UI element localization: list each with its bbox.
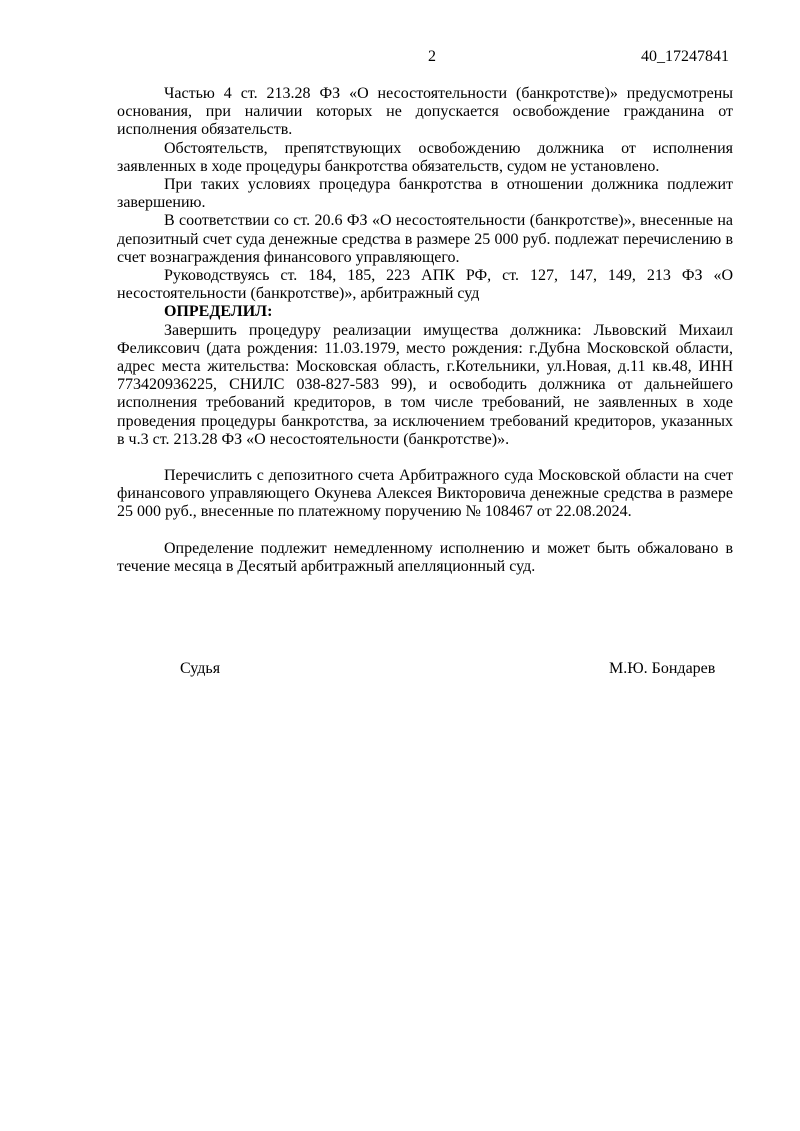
ruling-heading: ОПРЕДЕЛИЛ: (164, 303, 273, 321)
paragraph: При таких условиях процедура банкротства в отношении должника подлежит завершению. (117, 176, 733, 212)
paragraph-gap (117, 449, 733, 467)
paragraph-gap (117, 522, 733, 540)
page-number: 2 (428, 48, 436, 65)
signature-name: М.Ю. Бондарев (609, 660, 716, 677)
document-body (117, 85, 733, 576)
paragraph: Руководствуясь ст. 184, 185, 223 АПК РФ, ст. 127, 147, 149, 213 ФЗ «О несостоятельности (банкротстве)», арбитражный суд (117, 267, 733, 303)
paragraph: В соответствии со ст. 20.6 ФЗ «О несостоятельности (банкротстве)», внесенные на депозитный счет суда денежные средства в размере 25 000 руб. подлежат перечислению в счет вознаграждения финансового управляющего. (117, 212, 733, 266)
paragraph: Определение подлежит немедленному исполнению и может быть обжаловано в течение месяца в Десятый арбитражный апелляционный суд. (117, 539, 733, 575)
signature-role: Судья (180, 660, 221, 677)
document-id: 40_17247841 (641, 48, 729, 65)
paragraph: Завершить процедуру реализации имущества должника: Львовский Михаил Феликсович (дата рождения: 11.03.1979, место рождения: г.Дубна Московской области, адрес места жительства: Московская область, г.Котельники, ул.Новая, д.11 кв.48, ИНН 773420936225, СНИЛС 038-827-583 99), и освободить должника от дальнейшего исполнения требований кредиторов, в том числе требований, не заявленных в ходе проведения процедуры банкротства, за исключением требований кредиторов, указанных в ч.3 ст. 213.28 ФЗ «О несостоятельности (банкротстве)». (117, 321, 733, 448)
paragraph: Обстоятельств, препятствующих освобождению должника от исполнения заявленных в ходе процедуры банкротства обязательств, судом не установлено. (117, 139, 733, 175)
paragraph: Частью 4 ст. 213.28 ФЗ «О несостоятельности (банкротстве)» предусмотрены основания, при наличии которых не допускается освобождение гражданина от исполнения обязательств. (117, 85, 733, 139)
paragraph: Перечислить с депозитного счета Арбитражного суда Московской области на счет финансового управляющего Окунева Алексея Викторовича денежные средства в размере 25 000 руб., внесенные по платежному поручению № 108467 от 22.08.2024. (117, 467, 733, 521)
